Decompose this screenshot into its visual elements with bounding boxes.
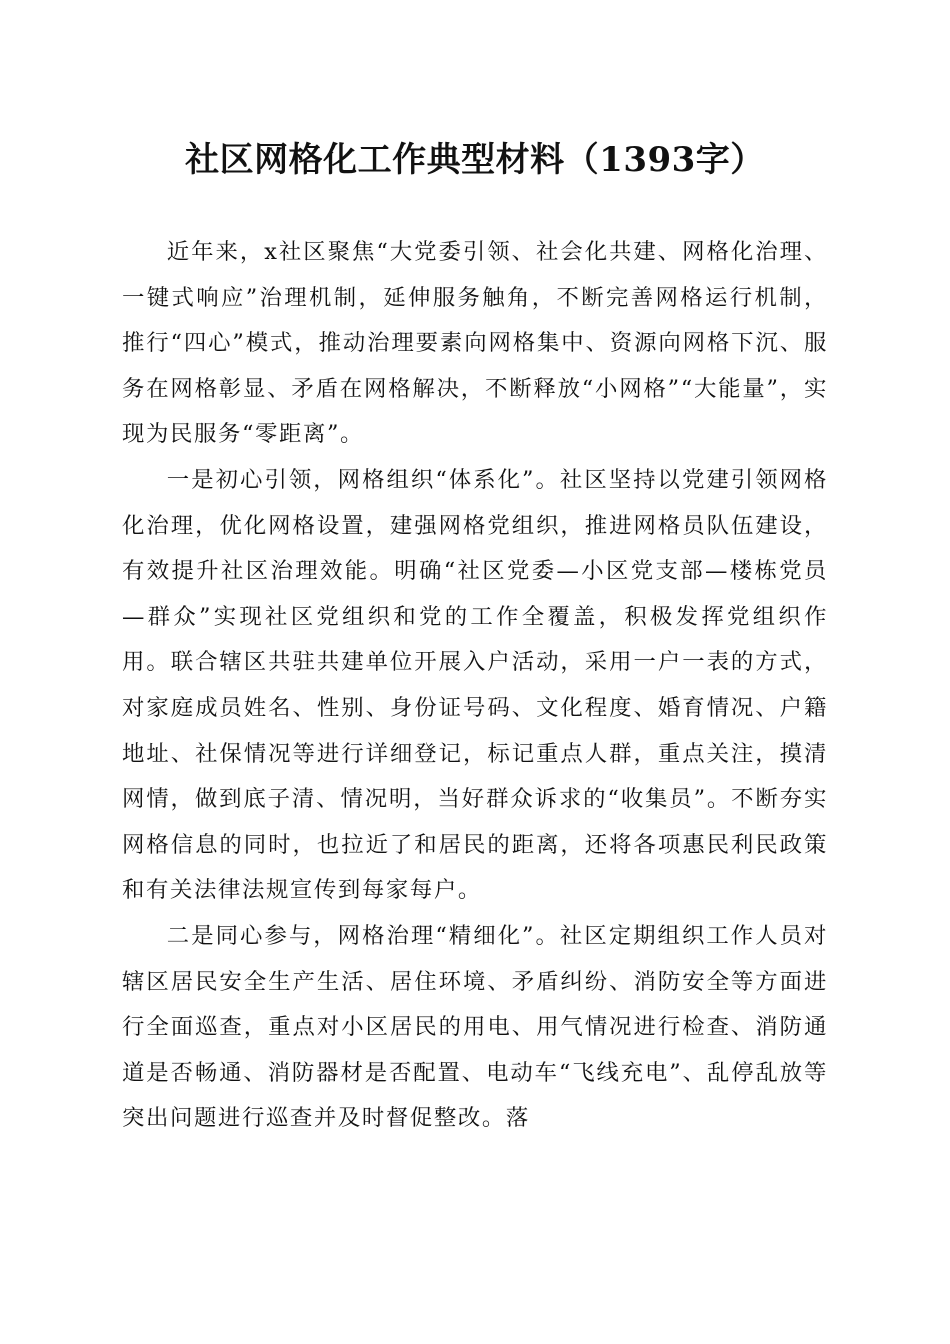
paragraph-text: 社区定期组织工作人员对辖区居民安全生产生活、居住环境、矛盾纠纷、消防安全等方面进行全面巡查，重点对小区居民的用电、用气情况进行检查、消防通道是否畅通、消防器材是否配置、电动车“飞线充电”、乱停乱放等突出问题进行巡查并及时督促整改。落 — [122, 922, 829, 1132]
paragraph-text: 近年来，x社区聚焦“大党委引领、社会化共建、网格化治理、一键式响应”治理机制，延伸服务触角，不断完善网格运行机制，推行“四心”模式，推动治理要素向网格集中、资源向网格下沉、服务在网格彰显、矛盾在网格解决，不断释放“小网格”“大能量”，实现为民服务“零距离”。 — [122, 239, 828, 448]
paragraph-point-two — [122, 914, 828, 1142]
document-body — [122, 230, 828, 1142]
document-title: 社区网格化工作典型材料（1393字） — [185, 140, 765, 180]
paragraph-lead: 二是同心参与，网格治理“精细化”。 — [166, 922, 560, 949]
paragraph-lead: 一是初心引领，网格组织“体系化”。 — [166, 466, 560, 493]
paragraph-intro — [122, 230, 828, 458]
paragraph-point-one — [122, 458, 828, 914]
paragraph-text: 社区坚持以党建引领网格化治理，优化网格设置，建强网格党组织，推进网格员队伍建设，有效提升社区治理效能。明确“社区党委—小区党支部—楼栋党员—群众”实现社区党组织和党的工作全覆盖，积极发挥党组织作用。联合辖区共驻共建单位开展入户活动，采用一户一表的方式，对家庭成员姓名、性别、身份证号码、文化程度、婚育情况、户籍地址、社保情况等进行详细登记，标记重点人群，重点关注，摸清网情，做到底子清、情况明，当好群众诉求的“收集员”。不断夯实网格信息的同时，也拉近了和居民的距离，还将各项惠民利民政策和有关法律法规宣传到每家每户。 — [122, 466, 829, 904]
